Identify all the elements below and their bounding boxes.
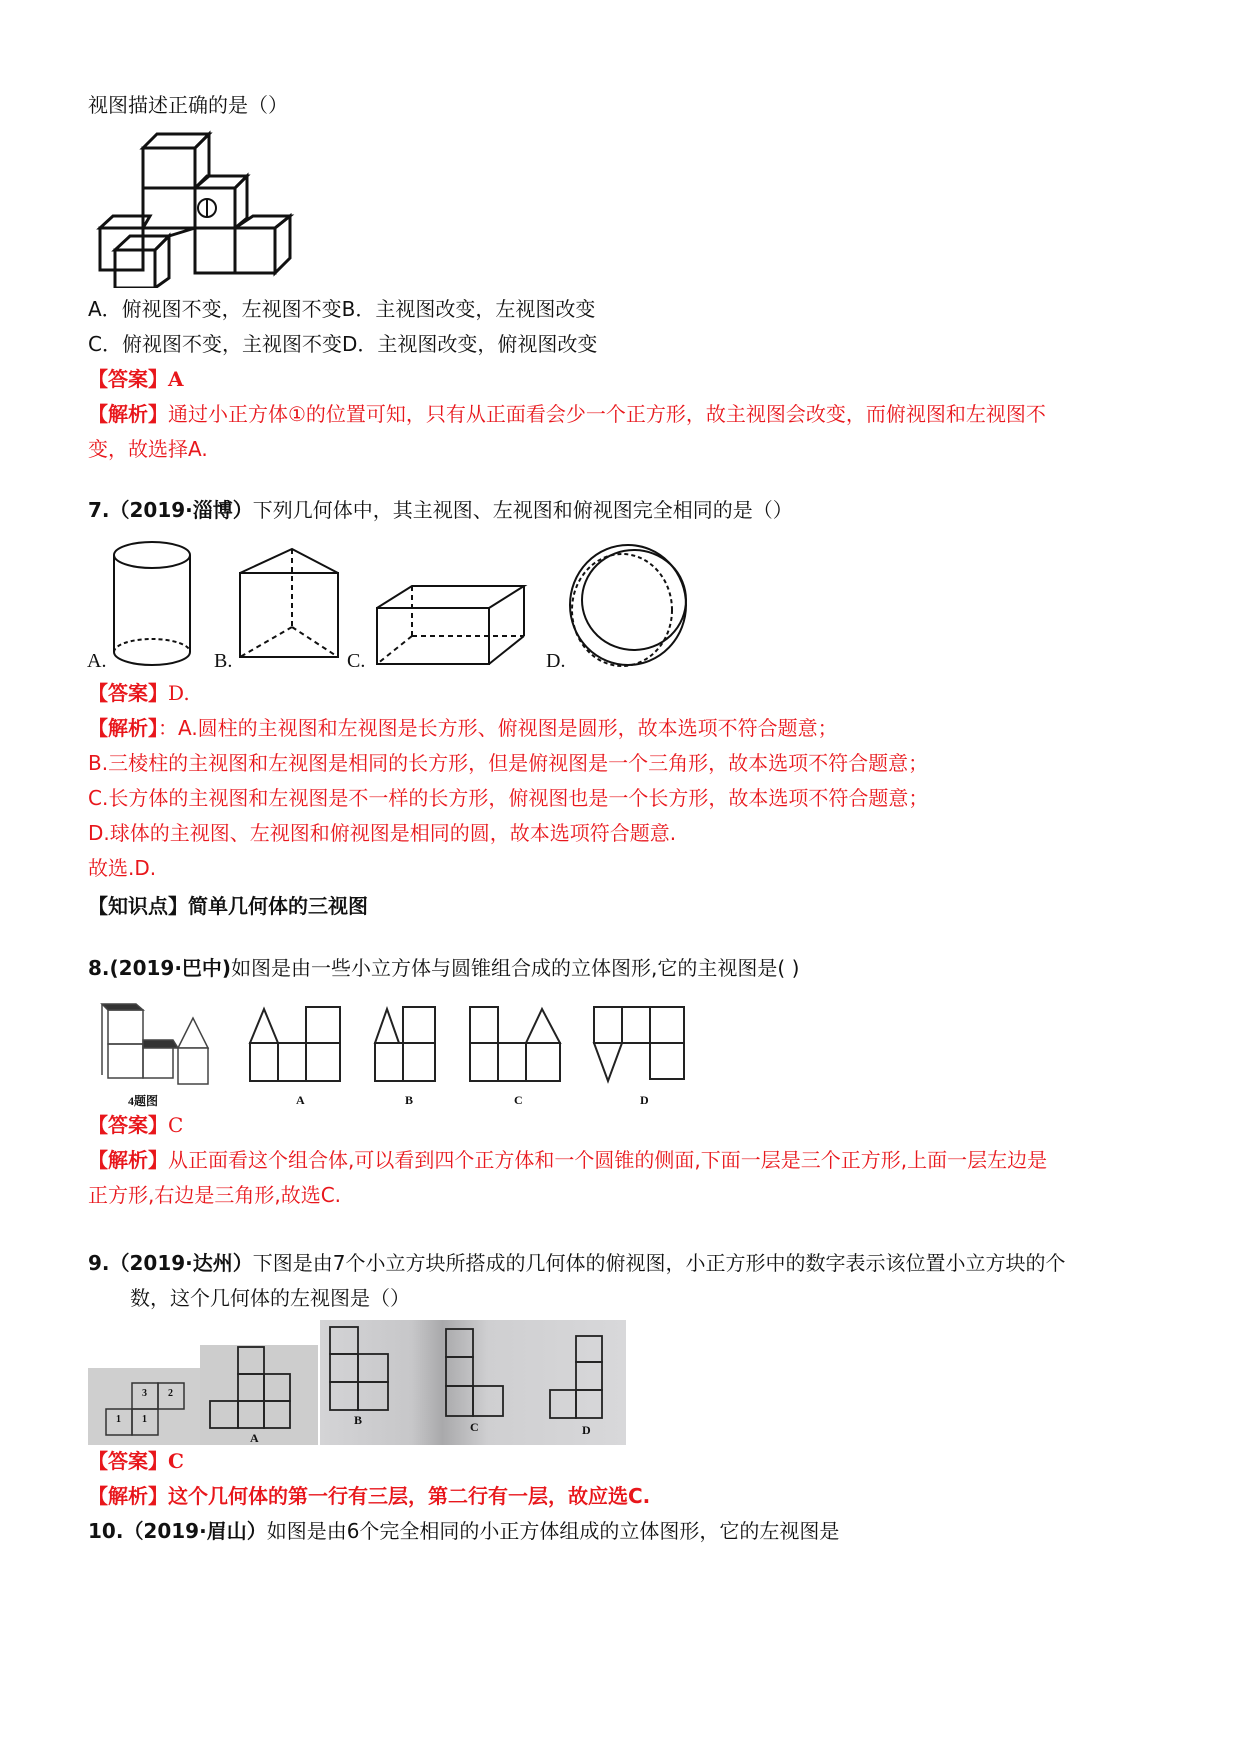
q8-answer: [88, 1112, 183, 1138]
q7-analysis-line5: 故选.D.: [88, 856, 157, 880]
question-text: 如图是由一些小立方体与圆锥组合成的立体图形,它的主视图是( ): [231, 956, 800, 980]
answer-value: C: [168, 1449, 184, 1473]
q8-option-c: [466, 1005, 566, 1085]
q8-label-c: C: [514, 1093, 523, 1107]
q7-option-d-sphere: [566, 540, 691, 670]
q7-analysis-line2: B.三棱柱的主视图和左视图是相同的长方形，但是俯视图是一个三角形，故本选项不符合题意；: [88, 751, 929, 775]
q7-option-c-cuboid: [372, 582, 532, 667]
question-text: 下图是由7个小立方块所搭成的几何体的俯视图，小正方形中的数字表示该位置小立方块的个: [252, 1251, 1066, 1275]
analysis-text: 从正面看这个组合体,可以看到四个正方体和一个圆锥的侧面,下面一层是三个正方形,上面一层左边是: [168, 1148, 1048, 1172]
q8-option-a: [246, 1005, 346, 1085]
q6-cube-figure: [95, 128, 310, 288]
q6-analysis-line1: [88, 401, 1046, 427]
q7-stem: [88, 497, 793, 523]
answer-value: C: [168, 1113, 184, 1137]
q7-option-b-prism: [236, 545, 341, 660]
q7-label-c: C.: [347, 650, 366, 672]
top-view-number: 1: [116, 1414, 121, 1425]
analysis-tag: 【解析】: [88, 716, 158, 740]
question-text: 下列几何体中，其主视图、左视图和俯视图完全相同的是（）: [252, 498, 793, 522]
q9-stem-line1: [88, 1250, 1066, 1276]
q8-analysis-line1: [88, 1147, 1047, 1173]
q8-analysis-line2: 正方形,右边是三角形,故选C.: [88, 1183, 342, 1207]
q9-label-b: B: [354, 1413, 363, 1427]
question-source: (2019·巴中): [109, 956, 232, 980]
q7-answer: [88, 680, 190, 706]
analysis-tag: 【解析】: [88, 1484, 168, 1508]
question-text: 如图是由6个完全相同的小正方体组成的立体图形，它的左视图是: [266, 1519, 840, 1543]
q7-label-d: D.: [546, 650, 566, 672]
q6-options-line2: C．俯视图不变，主视图不变D．主视图改变，俯视图改变: [88, 332, 598, 356]
q9-options-bcd-photo: [320, 1320, 626, 1445]
q9-answer: [88, 1448, 184, 1474]
q8-figure-caption: 4题图: [128, 1094, 159, 1108]
answer-tag: 【答案】: [88, 1113, 168, 1137]
q8-label-b: B: [405, 1093, 414, 1107]
question-number: 7.: [88, 498, 110, 522]
q9-top-view-photo: [88, 1368, 200, 1445]
q9-label-c: C: [470, 1420, 479, 1434]
q9-label-a: A: [250, 1431, 259, 1445]
q8-label-a: A: [296, 1093, 305, 1107]
q7-analysis-line4: D.球体的主视图、左视图和俯视图是相同的圆，故本选项符合题意.: [88, 821, 677, 845]
q6-analysis-line2: 变，故选择A.: [88, 437, 208, 461]
top-view-number: 1: [142, 1414, 147, 1425]
knowledge-text: 简单几何体的三视图: [188, 894, 368, 918]
q10-stem: [88, 1518, 839, 1544]
q6-stem-tail: 视图描述正确的是（）: [88, 93, 288, 117]
question-number: 8.: [88, 956, 110, 980]
q8-solid-figure: [98, 1000, 213, 1090]
q8-option-d: [590, 1005, 690, 1085]
q7-analysis-line1: [88, 715, 838, 741]
answer-tag: 【答案】: [88, 367, 168, 391]
analysis-text: 这个几何体的第一行有三层，第二行有一层，故应选C.: [168, 1484, 651, 1508]
q9-analysis: [88, 1483, 650, 1509]
top-view-number: 2: [168, 1388, 173, 1399]
q7-label-b: B.: [214, 650, 233, 672]
answer-tag: 【答案】: [88, 681, 168, 705]
q8-option-b: [371, 1005, 441, 1085]
q7-knowledge: [88, 893, 368, 919]
q6-options-line1: A．俯视图不变，左视图不变B．主视图改变，左视图改变: [88, 297, 596, 321]
analysis-tag: 【解析】: [88, 402, 168, 426]
question-number: 10.: [88, 1519, 124, 1543]
q7-option-a-cylinder: [108, 540, 198, 670]
q9-label-d: D: [582, 1423, 591, 1437]
q7-label-a: A.: [87, 650, 107, 672]
question-source: （2019·达州）: [109, 1251, 253, 1275]
question-source: （2019·淄博）: [109, 498, 253, 522]
q9-stem-line2: 数，这个几何体的左视图是（）: [130, 1286, 410, 1310]
analysis-text: 通过小正方体①的位置可知，只有从正面看会少一个正方形，故主视图会改变，而俯视图和左视图不: [168, 402, 1046, 426]
answer-value: D.: [168, 681, 190, 705]
q8-label-d: D: [640, 1093, 649, 1107]
q7-analysis-line3: C.长方体的主视图和左视图是不一样的长方形，俯视图也是一个长方形，故本选项不符合题意；: [88, 786, 929, 810]
knowledge-tag: 【知识点】: [88, 894, 188, 918]
q8-stem: [88, 955, 799, 981]
answer-value: A: [168, 367, 184, 391]
analysis-text: ：A.圆柱的主视图和左视图是长方形、俯视图是圆形，故本选项不符合题意；: [158, 716, 838, 740]
q9-option-a-photo: [200, 1345, 318, 1445]
question-number: 9.: [88, 1251, 110, 1275]
question-source: （2019·眉山）: [123, 1519, 267, 1543]
q6-answer: [88, 366, 184, 392]
analysis-tag: 【解析】: [88, 1148, 168, 1172]
top-view-number: 3: [142, 1388, 147, 1399]
answer-tag: 【答案】: [88, 1449, 168, 1473]
